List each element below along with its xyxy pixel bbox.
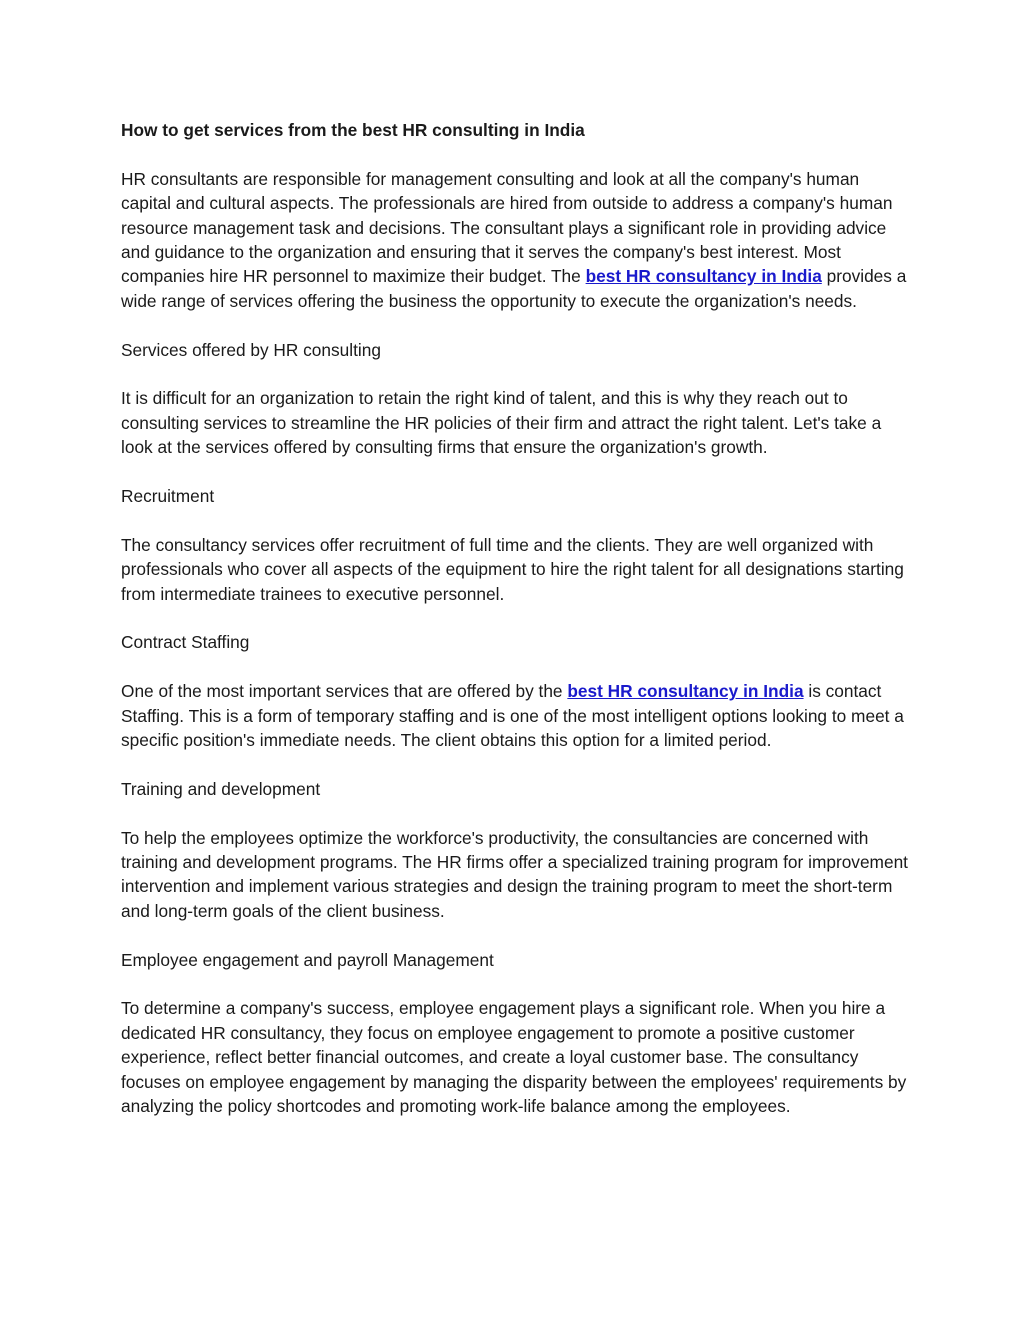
hr-consultancy-link-1[interactable]: best HR consultancy in India xyxy=(585,266,822,287)
intro-text-before: HR consultants are responsible for management consulting and look at all the company's human capital and cultural aspects. The professionals are hired from outside to address a company's human resource management task and decisions. The consultant plays a significant role in providing advice and guidance to the organization and ensuring that it serves the company's best interest. Most companies hire HR personnel to maximize their budget. The xyxy=(121,168,893,287)
intro-paragraph xyxy=(121,167,911,313)
hr-consultancy-link-2[interactable]: best HR consultancy in India xyxy=(567,681,804,702)
contract-text-after: is contact Staffing. This is a form of temporary staffing and is one of the most intelligent options looking to meet a specific position's immediate needs. The client obtains this option for a limited period. xyxy=(121,681,904,751)
document-page xyxy=(121,118,911,1143)
recruitment-heading: Recruitment xyxy=(121,486,215,507)
recruitment-paragraph: The consultancy services offer recruitment of full time and the clients. They are well organized with professionals who cover all aspects of the equipment to hire the right talent for all designations starting from intermediate trainees to executive personnel. xyxy=(121,534,904,604)
training-paragraph: To help the employees optimize the workforce's productivity, the consultancies are concerned with training and development programs. The HR firms offer a specialized training program for improvement intervention and implement various strategies and design the training program to meet the short-term and long-term goals of the client business. xyxy=(121,827,908,921)
engagement-heading: Employee engagement and payroll Management xyxy=(121,949,494,970)
training-heading: Training and development xyxy=(121,778,321,799)
contract-staffing-heading: Contract Staffing xyxy=(121,632,250,653)
services-paragraph: It is difficult for an organization to retain the right kind of talent, and this is why they reach out to consulting services to streamline the HR policies of their firm and attract the right talent. Let's take a look at the services offered by consulting firms that ensure the organization's growth. xyxy=(121,388,882,458)
contract-text-before: One of the most important services that are offered by the xyxy=(121,681,568,702)
document-title: How to get services from the best HR consulting in India xyxy=(121,120,585,140)
engagement-paragraph: To determine a company's success, employee engagement plays a significant role. When you hire a dedicated HR consultancy, they focus on employee engagement to promote a positive customer experience, reflect better financial outcomes, and create a loyal customer base. The consultancy focuses on employee engagement by managing the disparity between the employees' requirements by analyzing the policy shortcodes and promoting work-life balance among the employees. xyxy=(121,998,907,1117)
contract-staffing-paragraph xyxy=(121,679,911,752)
intro-text-after: provides a wide range of services offering the business the opportunity to execute the organization's needs. xyxy=(121,266,907,311)
services-heading: Services offered by HR consulting xyxy=(121,339,381,360)
